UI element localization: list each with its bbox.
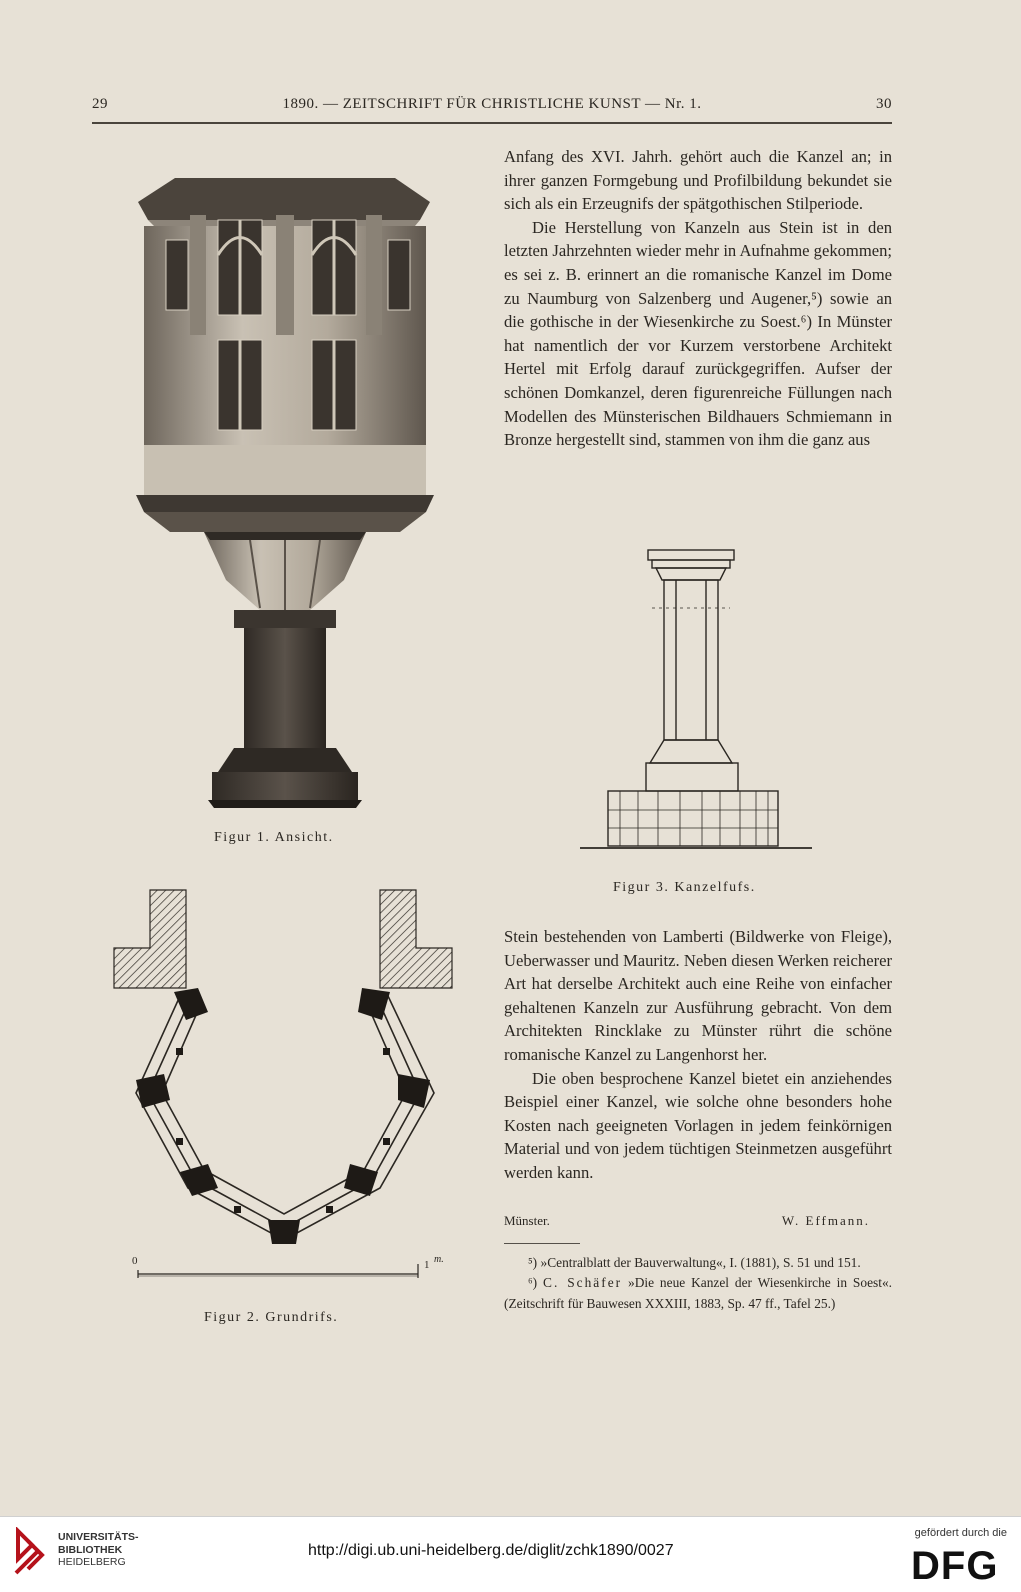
permalink[interactable]: http://digi.ub.uni-heidelberg.de/diglit/zchk1890/0027 [308, 1542, 674, 1559]
text-block-top [504, 145, 892, 452]
page-number-left: 29 [92, 96, 108, 112]
footnote-author: C. Schäfer [543, 1275, 623, 1291]
running-header [92, 96, 892, 120]
dfg-logo-icon[interactable] [909, 1543, 1007, 1583]
signature-place: Münster. [504, 1213, 550, 1228]
figure-1-pulpit-view [130, 160, 440, 815]
scale-zero: 0 [132, 1255, 138, 1267]
signature [504, 1213, 892, 1233]
digitization-footer [0, 1516, 1021, 1592]
footnotes [504, 1253, 892, 1314]
funded-by-label: gefördert durch die [914, 1527, 1007, 1539]
figure-3-caption: Figur 3. Kanzelfufs. [613, 880, 756, 895]
footnote-rule [504, 1243, 580, 1244]
footnote-5: ⁵) »Centralblatt der Bauverwaltung«, I. (1881), S. 51 und 151. [528, 1255, 861, 1270]
text-block-bottom [504, 925, 892, 1185]
paragraph: Stein bestehenden von Lamberti (Bildwerke von Fleige), Ueberwasser und Mauritz. Neben diesen Werken reicherer Art hat derselbe Architekt auch eine Reihe von einfacher gehaltenen Kanzeln zur Ausführung gebracht. Von dem Architekten Rincklake zu Münster rührt die schöne romanische Kanzel zu Langenhorst her. [504, 927, 892, 1064]
paragraph: Die Herstellung von Kanzeln aus Stein ist in den letzten Jahrzehnten wieder mehr in Aufnahme gekommen; es sei z. B. erinnert an die romanische Kanzel im Dome zu Naumburg von Salzenberg und Augener,⁵) sowie an die gothische in der Wiesenkirche zu Soest.⁶) In Münster hat namentlich der vor Kurzem verstorbene Architekt Hertel mit Erfolg darauf zurückgegriffen. Aufser der schönen Domkanzel, deren figurenreiche Füllungen nach Modellen des Münsterischen Bildhauers Schmiemann in Bronze hergestellt sind, stammen von ihm die ganz aus [504, 217, 892, 450]
footnote-6: ⁶) C. Schäfer »Die neue Kanzel der Wiesenkirche in Soest«. (Zeitschrift für Bauwesen XXXIII, 1883, Sp. 47 ff., Tafel 25.) [504, 1275, 892, 1311]
figure-3-pulpit-base [580, 548, 820, 868]
header-rule [92, 122, 892, 124]
figure-2-caption: Figur 2. Grundrifs. [204, 1310, 339, 1325]
paragraph: Die oben besprochene Kanzel bietet ein anziehendes Beispiel einer Kanzel, wie solche ohne besonders hohe Kosten nach geeigneten Vorlagen in jedem feinkörnigen Material und von jedem tüchtigen Steinmetzen ausgeführt werden kann. [504, 1068, 892, 1182]
figure-2-floor-plan [108, 888, 458, 1308]
ub-heidelberg-logo-icon[interactable] [12, 1527, 52, 1579]
page-number-right: 30 [876, 96, 892, 112]
library-name: UNIVERSITÄTS- BIBLIOTHEK HEIDELBERG [58, 1531, 139, 1568]
scale-unit: m. [434, 1254, 444, 1265]
svg-text:DFG: DFG [911, 1544, 999, 1583]
figure-1-caption: Figur 1. Ansicht. [214, 830, 334, 845]
paragraph: Anfang des XVI. Jahrh. gehört auch die Kanzel an; in ihrer ganzen Formgebung und Profilbildung bekundet sie sich als ein Erzeugnifs der spätgothischen Stilperiode. [504, 147, 892, 214]
signature-author: W. Effmann. [781, 1213, 870, 1228]
journal-title: 1890. — ZEITSCHRIFT FÜR CHRISTLICHE KUNST — Nr. 1. [282, 96, 702, 112]
scale-one: 1 [424, 1259, 430, 1271]
